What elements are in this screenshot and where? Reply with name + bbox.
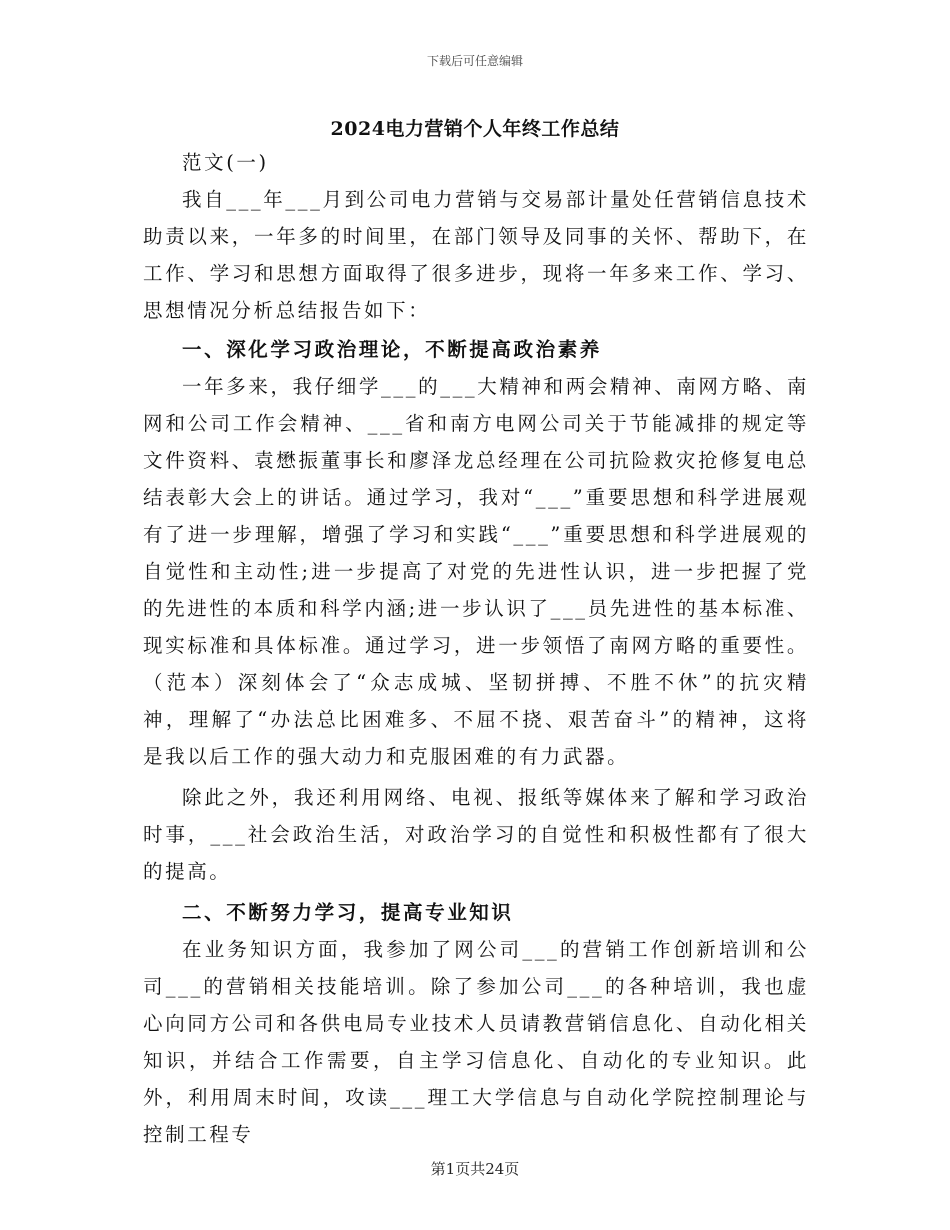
document-body [143,144,809,1153]
section-heading-1: 一、深化学习政治理论，不断提高政治素养 [182,338,602,361]
page-footer-number: 第1页共24页 [430,1160,520,1178]
page-header-note: 下载后可任意编辑 [426,54,523,68]
document-subtitle: 范文(一) [182,151,269,174]
paragraph-section-1-b: 除此之外，我还利用网络、电视、报纸等媒体来了解和学习政治时事，___社会政治生活，对政治学习的自觉性和积极性都有了很大的提高。 [143,786,809,883]
paragraph-section-1-a: 一年多来，我仔细学___的___大精神和两会精神、南网方略、南网和公司工作会精神、___省和南方电网公司关于节能减排的规定等文件资料、袁懋振董事长和廖泽龙总经理在公司抗险救灾抢修复电总结表彰大会上的讲话。通过学习，我对“___”重要思想和科学进展观有了进一步理解，增强了学习和实践“___”重要思想和科学进展观的自觉性和主动性;进一步提高了对党的先进性认识，进一步把握了党的先进性的本质和科学内涵;进一步认识了___员先进性的基本标准、现实标准和具体标准。通过学习，进一步领悟了南网方略的重要性。（范本）深刻体会了“众志成城、坚韧拼搏、不胜不休”的抗灾精神，理解了“办法总比困难多、不屈不挠、艰苦奋斗”的精神，这将是我以后工作的强大动力和克服困难的有力武器。 [143,375,809,768]
section-heading-2: 二、不断努力学习，提高专业知识 [182,901,514,924]
paragraph-intro: 我自___年___月到公司电力营销与交易部计量处任营销信息技术助责以来，一年多的时间里，在部门领导及同事的关怀、帮助下，在工作、学习和思想方面取得了很多进步，现将一年多来工作、学习、思想情况分析总结报告如下： [143,188,809,322]
paragraph-section-2-a: 在业务知识方面，我参加了网公司___的营销工作创新培训和公司___的营销相关技能培训。除了参加公司___的各种培训，我也虚心向同方公司和各供电局专业技术人员请教营销信息化、自动化相关知识，并结合工作需要，自主学习信息化、自动化的专业知识。此外，利用周末时间，攻读___理工大学信息与自动化学院控制理论与控制工程专 [143,938,809,1146]
document-title: 2024电力营销个人年终工作总结 [330,118,620,140]
